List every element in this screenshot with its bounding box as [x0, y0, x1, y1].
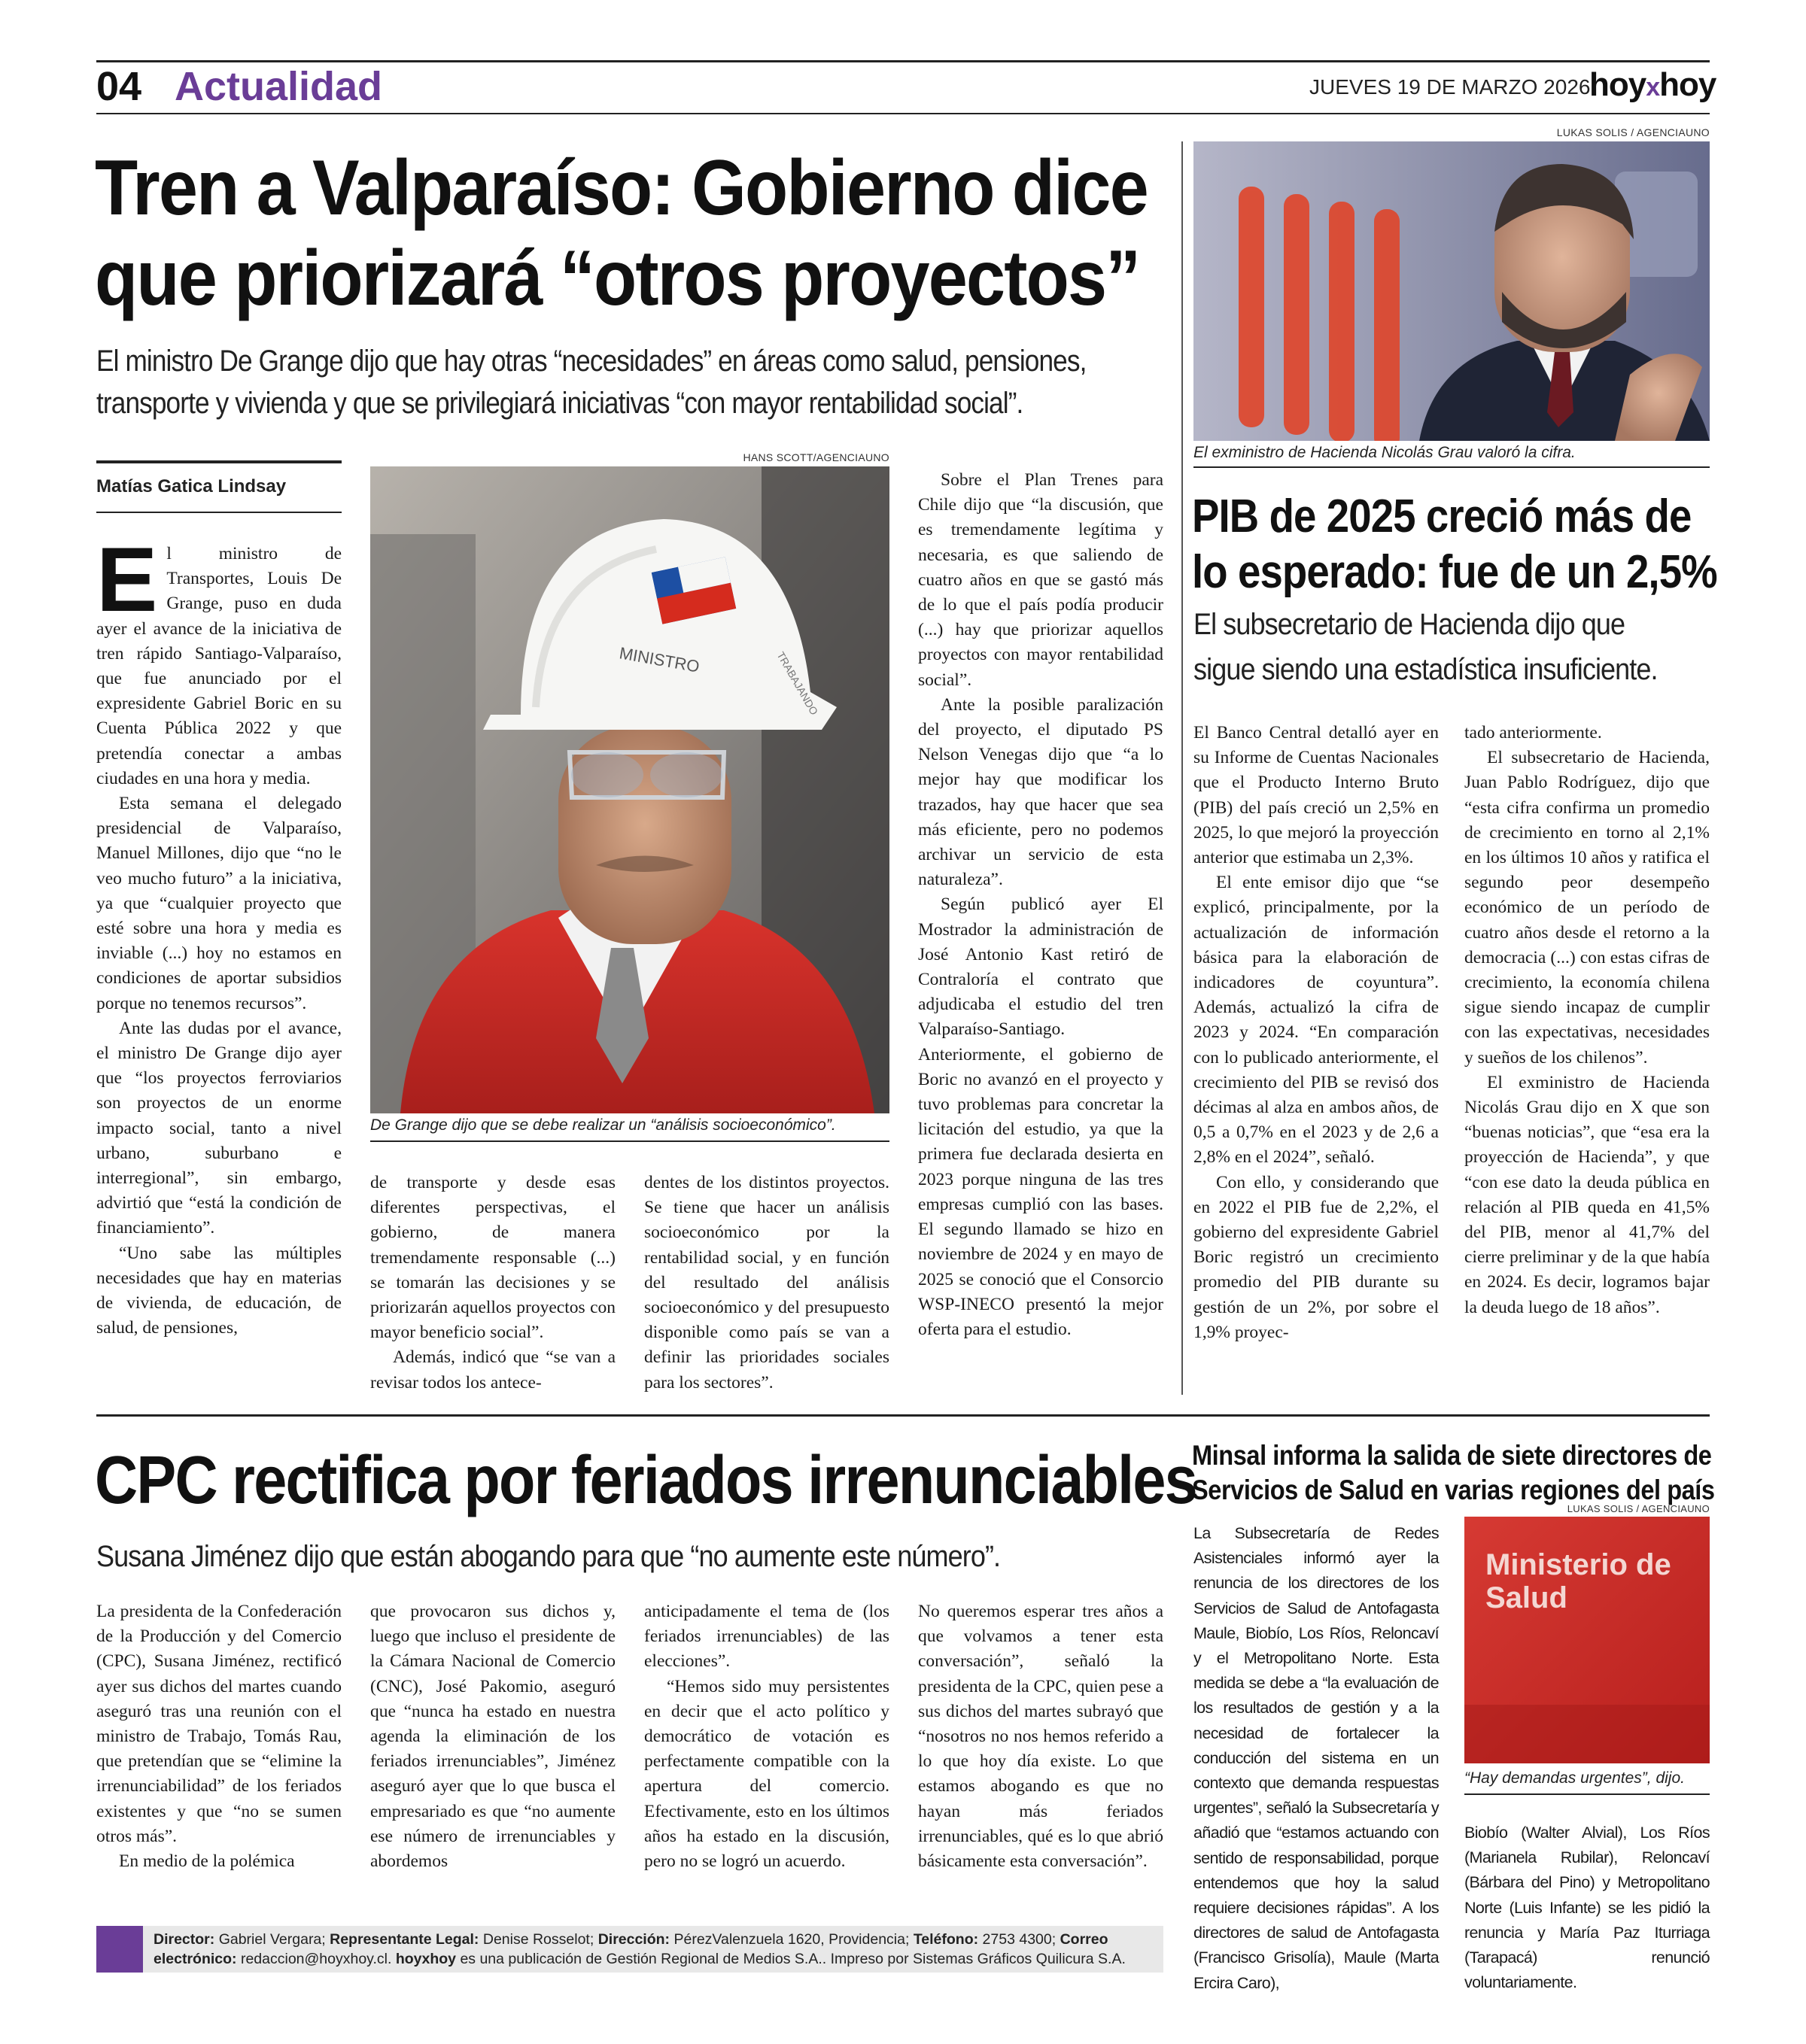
imprint-box: [96, 1926, 1163, 1973]
minsal-headline: [1192, 1438, 1715, 1508]
cpc-col3-paragraph-2: “Hemos sido muy persistentes en decir que el acto político y democrático de votación es perfectamente compatible con la apertura del comercio. Efectivamente, esto en los últimos años ha estado en la discusión, pero no se logró un acuerdo.: [644, 1676, 889, 1872]
section-title: Actualidad: [175, 64, 383, 109]
minsal-photo-caption: “Hay demandas urgentes”, dijo.: [1464, 1769, 1685, 1787]
cpc-col3-paragraph-1: anticipadamente el tema de (los feriados irrenunciables) de las elecciones”.: [644, 1602, 889, 1672]
minsal-caption-rule: [1464, 1793, 1710, 1795]
main-column-4: [918, 468, 1163, 1342]
cpc-column-1: [96, 1599, 342, 1874]
main-headline-line-1: Tren a Valparaíso: Gobierno dice: [95, 144, 1148, 232]
pib-headline-line-2: lo esperado: fue de un 2,5%: [1192, 546, 1717, 598]
main-photo: [370, 466, 889, 1113]
main-col2-paragraph-2: Además, indicó que “se van a revisar todos los antece-: [370, 1347, 616, 1393]
imprint-legal-label: Representante Legal:: [330, 1931, 479, 1948]
main-paragraph-4: “Uno sabe las múltiples necesidades que hay en materias de vivienda, de educación, de salud, de pensiones,: [96, 1243, 342, 1338]
imprint-text: [154, 1930, 1154, 1969]
main-headline: [95, 143, 1148, 323]
main-deck-line-1: El ministro De Grange dijo que hay otras “necesidades” en áreas como salud, pensiones,: [96, 345, 1087, 378]
grau-portrait: [1193, 141, 1710, 441]
cpc-deck: Susana Jiménez dijo que están abogando para que “no aumente este número”.: [96, 1540, 1001, 1573]
imprint-phone: 2753 4300;: [982, 1931, 1057, 1948]
helmet-label: MINISTRO: [618, 643, 701, 676]
section-divider: [96, 1414, 1710, 1417]
imprint-address-label: Dirección:: [597, 1931, 670, 1948]
main-column-2: [370, 1171, 616, 1396]
issue-date: JUEVES 19 DE MARZO 2026: [1309, 75, 1591, 99]
minister-portrait: [370, 466, 889, 1113]
cpc-column-2: [370, 1599, 616, 1874]
main-col4-paragraph-2: Ante la posible paralización del proyecto, el diputado PS Nelson Venegas dijo que “a lo mejor hay que modificar los trazados, hay que hacer que sea más eficiente, pero no podemos archivar un servicio de esta naturaleza”.: [918, 694, 1163, 890]
minsal-paragraph-1: La Subsecretaría de Redes Asistenciales informó ayer la renuncia de los directores de los Servicios de Salud de Antofagasta Maule, Biobío, Los Ríos, Reloncaví y el Metropolitano Norte. Esta medida se debe a “la evaluación de los resultados de gestión y a la necesidad de fortalecer la conducción del sistema en un contexto que demanda respuestas urgentes”, señaló la Subsecretaría y añadió que “estamos actuando con sentido de responsabilidad, porque entendemos que hoy la salud requiere decisiones rápidas”. A los directores de salud de Antofagasta (Francisco Grisolía), Maule (Marta Ercira Caro),: [1193, 1524, 1439, 1992]
pib-col2-paragraph-3: El exministro de Hacienda Nicolás Grau dijo en X que son “buenas noticias”, que “esa era la proyección de Hacienda”, y que “con ese dato la deuda pública en relación al PIB queda en 41,5% del PIB, menor al 41,7% del cierre preliminar y de la que había en 2024. Es decir, logramos bajar la deuda luego de 18 años”.: [1464, 1072, 1710, 1317]
brand-logo-part-b: hoy: [1659, 66, 1716, 103]
pib-headline-line-1: PIB de 2025 creció más de: [1192, 490, 1692, 542]
minsal-headline-line-2: Servicios de Salud en varias regiones del país: [1192, 1475, 1715, 1505]
imprint-publisher: es una publicación de Gestión Regional de Medios S.A.. Impreso por Sistemas Gráficos Quilicura S.A.: [460, 1951, 1126, 1967]
main-lede: [96, 528, 342, 791]
main-deck: [96, 340, 1086, 424]
cpc-paragraph-2: En medio de la polémica: [119, 1851, 295, 1872]
byline-bottom-rule: [96, 512, 342, 513]
imprint-email-label-a: Correo: [1060, 1931, 1108, 1948]
minsal-col2-paragraph-1: Biobío (Walter Alvial), Los Ríos (Marianela Rubilar), Reloncaví (Bárbara del Pino) y Metropolitano Norte (Luis Infante) se les pidió la renuncia y María Paz Iturriaga (Tarapacá) renunció voluntariamente.: [1464, 1824, 1710, 1992]
imprint-legal: Denise Rosselot;: [482, 1931, 594, 1948]
main-paragraph-3: Ante las dudas por el avance, el ministro De Grange dijo ayer que “los proyectos ferroviarios son proyectos de un enorme impacto social, tanto a nivel urbano, suburbano e interregional”, sin embargo, advirtió que “está la condición de financiamiento”.: [96, 1018, 342, 1238]
page-number: 04: [96, 64, 142, 109]
pib-deck-line-1: El subsecretario de Hacienda dijo que: [1193, 608, 1625, 641]
minsal-photo: [1464, 1517, 1710, 1763]
brand-logo: [1589, 66, 1716, 104]
imprint-phone-label: Teléfono:: [913, 1931, 979, 1948]
top-rule: [96, 60, 1710, 62]
imprint-line-1: [154, 1930, 1154, 1949]
cpc-paragraph-1: La presidenta de la Confederación de la Producción y del Comercio (CPC), Susana Jiménez, rectificó ayer sus dichos del martes cuando aseguró tras una reunión con el ministro de Trabajo, Tomás Rau, que pretendían que se “elimine la irrenunciabilidad” de los feriados existentes y que “no se sumen otros más”.: [96, 1602, 342, 1846]
minsal-column-2: [1464, 1821, 1710, 1995]
vertical-separator: [1181, 141, 1183, 1395]
pib-caption-rule: [1193, 466, 1710, 468]
minsal-sign-line-1: Ministerio de: [1485, 1548, 1671, 1581]
main-column-3: [644, 1171, 889, 1396]
pib-deck-line-2: sigue siendo una estadística insuficiente.: [1193, 653, 1658, 686]
main-paragraph-1: l ministro de Transportes, Louis De Grange, puso en duda ayer el avance de la iniciativa de tren rápido Santiago-Valparaíso, que fue anunciado por el expresidente Gabriel Boric en su Cuenta Pública 2022 y que pretendía conectar a ambas ciudades en una hora y media.: [96, 544, 342, 788]
pib-photo-credit: LUKAS SOLIS / AGENCIAUNO: [1556, 126, 1710, 138]
imprint-brand: hoyxhoy: [395, 1951, 457, 1967]
brand-logo-mark: x: [1646, 73, 1660, 102]
main-column-1: [96, 528, 342, 1341]
pib-column-2: [1464, 721, 1710, 1320]
cpc-column-3: [644, 1599, 889, 1874]
imprint-email[interactable]: redaccion@hoyxhoy.cl.: [240, 1951, 392, 1967]
cpc-column-4: [918, 1599, 1163, 1874]
minsal-headline-line-1: Minsal informa la salida de siete directores de: [1192, 1440, 1712, 1471]
pib-col2-paragraph-1: tado anteriormente.: [1464, 723, 1602, 743]
imprint-email-label-b: electrónico:: [154, 1951, 237, 1967]
main-paragraph-2: Esta semana el delegado presidencial de Valparaíso, Manuel Millones, dijo que “no le veo mucho futuro” a la iniciativa, ya que “cualquier proyecto que esté sobre una hora y media es inviable (...) hoy no estamos en condiciones de aportar subsidios porque no tenemos recursos”.: [96, 794, 342, 1013]
main-photo-credit: HANS SCOTT/AGENCIAUNO: [743, 451, 889, 463]
pib-paragraph-1: El Banco Central detalló ayer en su Informe de Cuentas Nacionales que el Producto Interno Bruto (PIB) del país creció un 2,5% en 2025, lo que mejoró la proyección anterior que estimaba un 2,3%.: [1193, 723, 1439, 868]
pib-col2-paragraph-2: El subsecretario de Hacienda, Juan Pablo Rodríguez, dijo que “esta cifra confirma un promedio de crecimiento en torno al 2,1% en los últimos 10 años y ratifica el segundo peor desempeño económico de un período de cuatro años desde el retorno a la democracia (...) con estas cifras de crecimiento, la economía chilena sigue siendo incapaz de cumplir con las expectativas, necesidades y sueños de los chilenos”.: [1464, 748, 1710, 1068]
pib-photo: [1193, 141, 1710, 441]
main-col3-paragraph-1: dentes de los distintos proyectos. Se tiene que hacer un análisis socioeconómico por la rentabilidad social, y en función del resultado del análisis socioeconómico y del presupuesto disponible como país se van a definir las prioridades sociales para los sectores”.: [644, 1173, 889, 1393]
main-deck-line-2: transporte y vivienda y que se privilegiará iniciativas “con mayor rentabilidad social”.: [96, 387, 1023, 420]
minsal-photo-shadow: [1464, 1705, 1710, 1763]
pib-headline: [1192, 489, 1717, 600]
cpc-headline: CPC rectifica por feriados irrenunciables: [95, 1443, 1196, 1518]
main-col2-paragraph-1: de transporte y desde esas diferentes perspectivas, el gobierno, de manera tremendamente responsable (...) se tomarán las decisiones y se priorizarán aquellos proyectos con mayor beneficio social”.: [370, 1173, 616, 1343]
minsal-column-1: [1193, 1521, 1439, 1996]
imprint-director-label: Director:: [154, 1931, 215, 1948]
minsal-sign: [1485, 1548, 1671, 1614]
imprint-address: PérezValenzuela 1620, Providencia;: [673, 1931, 910, 1948]
brand-logo-part-a: hoy: [1589, 66, 1646, 103]
byline-top-rule: [96, 460, 342, 463]
byline: Matías Gatica Lindsay: [96, 476, 287, 497]
cpc-col2-paragraph-1: que provocaron sus dichos y, luego que incluso el presidente de la Cámara Nacional de Comercio (CNC), José Pakomio, aseguró que “nunca ha estado en nuestra agenda la eliminación de los feriados irrenunciables”, Jiménez aseguró ayer que lo que busca el empresariado es que “no aumente ese número de irrenunciables y abordemos: [370, 1602, 616, 1872]
pib-paragraph-3: Con ello, y considerando que en 2022 el PIB fue de 2,2%, el gobierno del expresidente Gabriel Boric registró un crecimiento promedio del PIB durante su gestión de un 2%, por sobre el 1,9% proyec-: [1193, 1172, 1439, 1342]
cpc-col4-paragraph-1: No queremos esperar tres años a que volvamos a tener esta conversación”, señaló la presidenta de la CPC, quien pese a sus dichos del martes subrayó que “nosotros no nos hemos referido a lo que hoy día existe. Lo que estamos abogando es que no hayan más feriados irrenunciables, qué es lo que abrió básicamente esta conversación”.: [918, 1602, 1163, 1872]
main-col4-paragraph-1: Sobre el Plan Trenes para Chile dijo que “la discusión, que es tremendamente legítima y necesaria, es que saliendo de cuatro años en que se gastó más de lo que el país podía producir (...) hay que priorizar aquellos proyectos con mayor rentabilidad social”.: [918, 470, 1163, 690]
drop-cap: E: [96, 528, 158, 630]
pib-deck: [1193, 602, 1658, 692]
main-headline-line-2: que priorizará “otros proyectos”: [95, 235, 1140, 322]
pib-column-1: [1193, 721, 1439, 1345]
main-photo-caption: De Grange dijo que se debe realizar un “análisis socioeconómico”.: [370, 1116, 836, 1134]
masthead-bottom-rule: [96, 113, 1710, 114]
minsal-photo-credit: LUKAS SOLIS / AGENCIAUNO: [1567, 1503, 1710, 1514]
helmet-side-label: TRABAJANDO: [774, 649, 821, 718]
imprint-line-2: [154, 1949, 1154, 1969]
imprint-accent-block: [96, 1926, 143, 1973]
main-col4-paragraph-3: Según publicó ayer El Mostrador la administración de José Antonio Kast retiró de Contraloría el contrato que adjudicaba el estudio del tren Valparaíso-Santiago. Anteriormente, el gobierno de Boric no avanzó en el proyecto y tuvo problemas para concretar la licitación del estudio, ya que la primera fue declarada desierta en 2023 porque ninguna de las tres empresas cumplió con las bases. El segundo llamado se hizo en noviembre de 2024 y en mayo de 2025 se conoció que el Consorcio WSP-INECO presentó la mejor oferta para el estudio.: [918, 894, 1163, 1339]
main-photo-caption-rule: [370, 1140, 889, 1142]
minsal-sign-line-2: Salud: [1485, 1581, 1567, 1614]
imprint-director: Gabriel Vergara;: [218, 1931, 326, 1948]
pib-paragraph-2: El ente emisor dijo que “se explicó, principalmente, por la actualización de información básica para la elaboración de indicadores de coyuntura”. Además, actualizó la cifra de 2023 y 2024. “En comparación con lo publicado anteriormente, el crecimiento del PIB se revisó dos décimas al alza en ambos años, de 0,5 a 0,7% en el 2023 y de 2,6 a 2,8% en el 2024”, señaló.: [1193, 873, 1439, 1168]
pib-photo-caption: El exministro de Hacienda Nicolás Grau valoró la cifra.: [1193, 444, 1576, 461]
